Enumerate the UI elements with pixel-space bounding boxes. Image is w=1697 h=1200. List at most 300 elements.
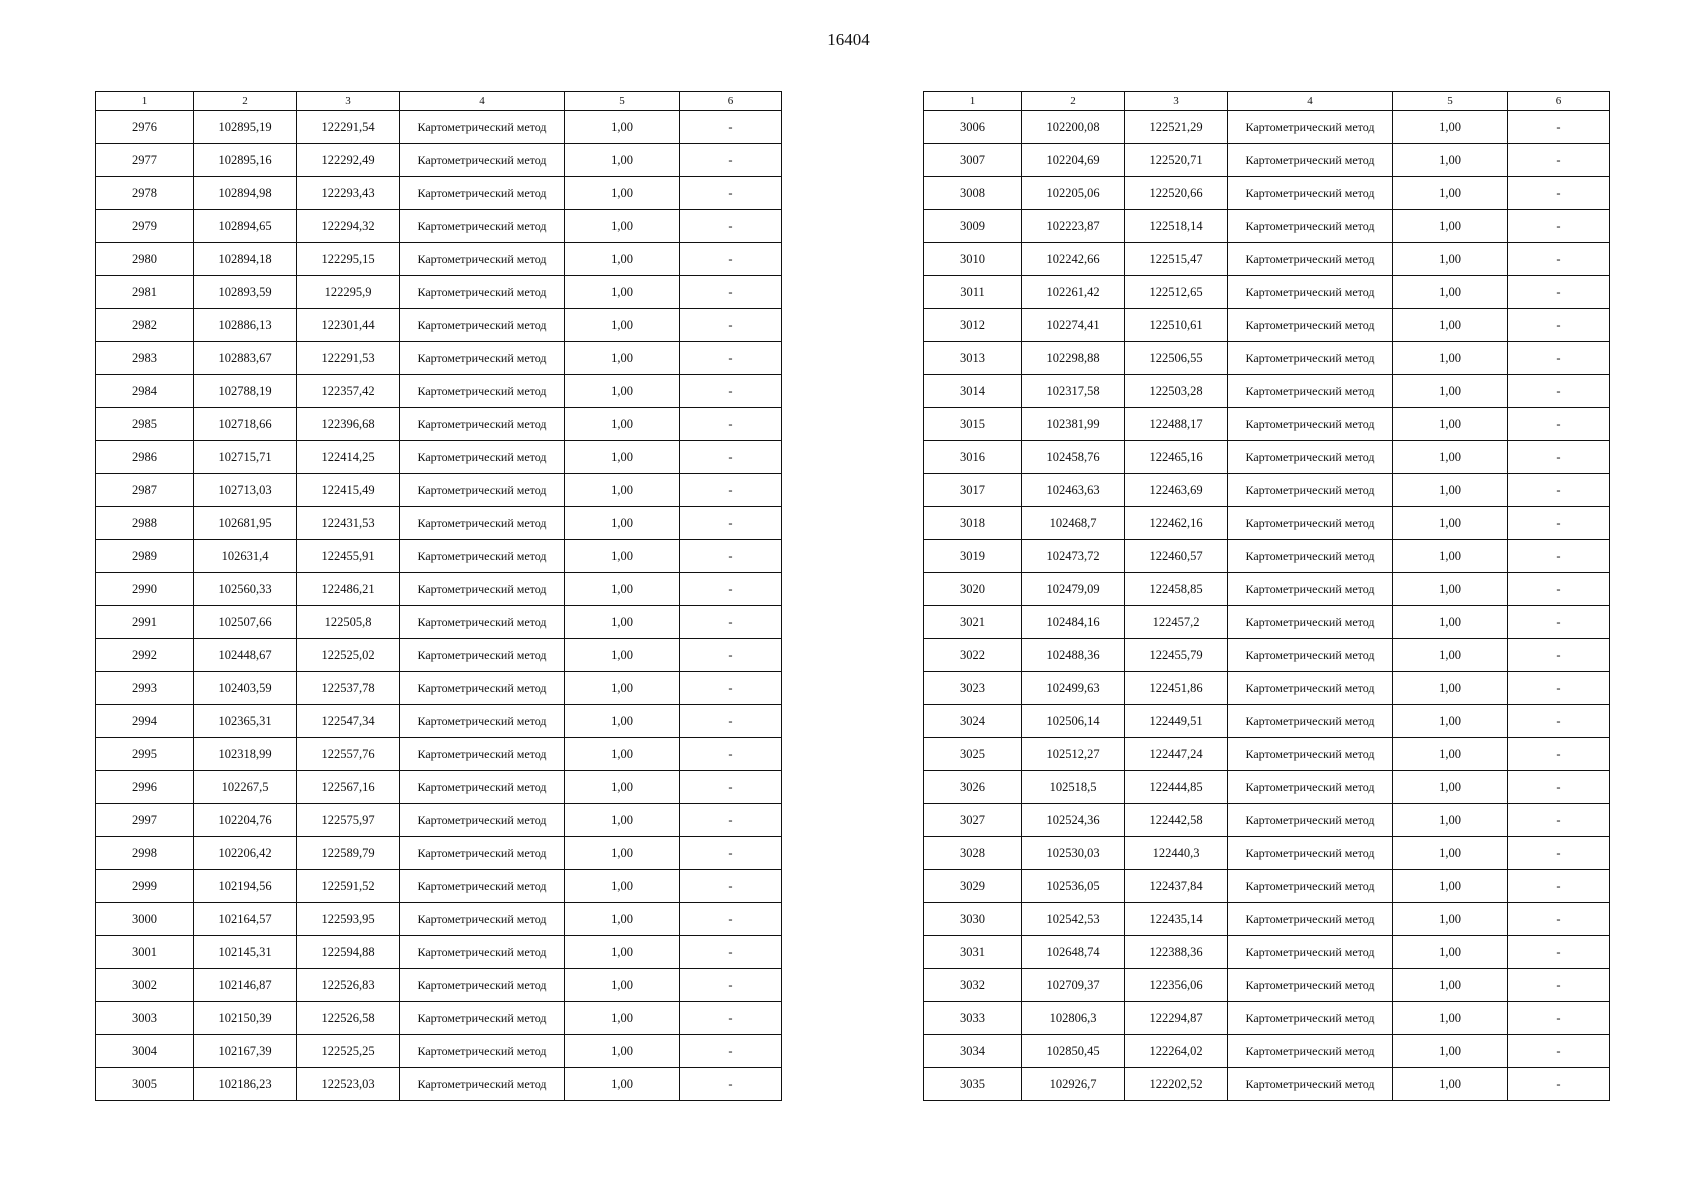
- method-cell: Картометрический метод: [400, 441, 565, 474]
- y-coordinate-cell: 122594,88: [297, 936, 400, 969]
- x-coordinate-cell: 102709,37: [1022, 969, 1125, 1002]
- table-row: [924, 441, 1610, 474]
- accuracy-cell: 1,00: [565, 474, 680, 507]
- x-coordinate-cell: 102204,69: [1022, 144, 1125, 177]
- accuracy-cell: 1,00: [565, 111, 680, 144]
- description-cell: -: [680, 144, 782, 177]
- accuracy-cell: 1,00: [565, 375, 680, 408]
- description-cell: -: [680, 177, 782, 210]
- point-number-cell: 2981: [96, 276, 194, 309]
- point-number-cell: 2982: [96, 309, 194, 342]
- method-cell: Картометрический метод: [400, 408, 565, 441]
- point-number-cell: 2989: [96, 540, 194, 573]
- method-cell: Картометрический метод: [1228, 177, 1393, 210]
- method-cell: Картометрический метод: [400, 870, 565, 903]
- x-coordinate-cell: 102150,39: [194, 1002, 297, 1035]
- point-number-cell: 3020: [924, 573, 1022, 606]
- point-number-cell: 3034: [924, 1035, 1022, 1068]
- x-coordinate-cell: 102205,06: [1022, 177, 1125, 210]
- accuracy-cell: 1,00: [1393, 639, 1508, 672]
- table-row: [924, 705, 1610, 738]
- y-coordinate-cell: 122294,87: [1125, 1002, 1228, 1035]
- column-header: 1: [96, 92, 194, 111]
- method-cell: Картометрический метод: [1228, 870, 1393, 903]
- point-number-cell: 2976: [96, 111, 194, 144]
- point-number-cell: 3032: [924, 969, 1022, 1002]
- accuracy-cell: 1,00: [565, 1068, 680, 1101]
- table-row: [96, 639, 782, 672]
- point-number-cell: 3019: [924, 540, 1022, 573]
- description-cell: -: [680, 903, 782, 936]
- table-row: [924, 210, 1610, 243]
- table-header-row: [96, 92, 782, 111]
- point-number-cell: 3006: [924, 111, 1022, 144]
- description-cell: -: [1508, 375, 1610, 408]
- x-coordinate-cell: 102542,53: [1022, 903, 1125, 936]
- y-coordinate-cell: 122458,85: [1125, 573, 1228, 606]
- table-row: [924, 573, 1610, 606]
- method-cell: Картометрический метод: [400, 342, 565, 375]
- description-cell: -: [1508, 408, 1610, 441]
- table-row: [924, 540, 1610, 573]
- description-cell: -: [680, 804, 782, 837]
- table-row: [96, 573, 782, 606]
- accuracy-cell: 1,00: [1393, 771, 1508, 804]
- x-coordinate-cell: 102718,66: [194, 408, 297, 441]
- accuracy-cell: 1,00: [565, 408, 680, 441]
- description-cell: -: [1508, 969, 1610, 1002]
- table-row: [924, 870, 1610, 903]
- accuracy-cell: 1,00: [1393, 705, 1508, 738]
- column-header: 3: [1125, 92, 1228, 111]
- x-coordinate-cell: 102530,03: [1022, 837, 1125, 870]
- point-number-cell: 2992: [96, 639, 194, 672]
- table-row: [924, 606, 1610, 639]
- accuracy-cell: 1,00: [565, 738, 680, 771]
- y-coordinate-cell: 122525,02: [297, 639, 400, 672]
- table-row: [96, 672, 782, 705]
- x-coordinate-cell: 102894,98: [194, 177, 297, 210]
- point-number-cell: 3015: [924, 408, 1022, 441]
- y-coordinate-cell: 122414,25: [297, 441, 400, 474]
- y-coordinate-cell: 122512,65: [1125, 276, 1228, 309]
- point-number-cell: 2996: [96, 771, 194, 804]
- table-row: [96, 705, 782, 738]
- method-cell: Картометрический метод: [1228, 606, 1393, 639]
- y-coordinate-cell: 122520,71: [1125, 144, 1228, 177]
- accuracy-cell: 1,00: [1393, 474, 1508, 507]
- method-cell: Картометрический метод: [400, 540, 565, 573]
- accuracy-cell: 1,00: [565, 144, 680, 177]
- accuracy-cell: 1,00: [1393, 1002, 1508, 1035]
- table-row: [924, 1068, 1610, 1101]
- table-row: [924, 507, 1610, 540]
- description-cell: -: [680, 771, 782, 804]
- y-coordinate-cell: 122444,85: [1125, 771, 1228, 804]
- point-number-cell: 2986: [96, 441, 194, 474]
- x-coordinate-cell: 102479,09: [1022, 573, 1125, 606]
- accuracy-cell: 1,00: [565, 903, 680, 936]
- method-cell: Картометрический метод: [1228, 936, 1393, 969]
- accuracy-cell: 1,00: [565, 573, 680, 606]
- y-coordinate-cell: 122460,57: [1125, 540, 1228, 573]
- accuracy-cell: 1,00: [565, 309, 680, 342]
- accuracy-cell: 1,00: [1393, 507, 1508, 540]
- accuracy-cell: 1,00: [1393, 804, 1508, 837]
- table-row: [924, 177, 1610, 210]
- x-coordinate-cell: 102206,42: [194, 837, 297, 870]
- x-coordinate-cell: 102894,18: [194, 243, 297, 276]
- accuracy-cell: 1,00: [1393, 837, 1508, 870]
- x-coordinate-cell: 102518,5: [1022, 771, 1125, 804]
- y-coordinate-cell: 122415,49: [297, 474, 400, 507]
- accuracy-cell: 1,00: [1393, 936, 1508, 969]
- accuracy-cell: 1,00: [1393, 903, 1508, 936]
- x-coordinate-cell: 102200,08: [1022, 111, 1125, 144]
- x-coordinate-cell: 102204,76: [194, 804, 297, 837]
- description-cell: -: [680, 309, 782, 342]
- table-row: [924, 738, 1610, 771]
- description-cell: -: [1508, 111, 1610, 144]
- y-coordinate-cell: 122537,78: [297, 672, 400, 705]
- table-row: [924, 342, 1610, 375]
- accuracy-cell: 1,00: [565, 672, 680, 705]
- accuracy-cell: 1,00: [565, 804, 680, 837]
- x-coordinate-cell: 102267,5: [194, 771, 297, 804]
- y-coordinate-cell: 122510,61: [1125, 309, 1228, 342]
- y-coordinate-cell: 122356,06: [1125, 969, 1228, 1002]
- description-cell: -: [1508, 672, 1610, 705]
- x-coordinate-cell: 102484,16: [1022, 606, 1125, 639]
- table-row: [924, 408, 1610, 441]
- x-coordinate-cell: 102560,33: [194, 573, 297, 606]
- method-cell: Картометрический метод: [1228, 705, 1393, 738]
- point-number-cell: 3028: [924, 837, 1022, 870]
- y-coordinate-cell: 122462,16: [1125, 507, 1228, 540]
- table-row: [96, 342, 782, 375]
- x-coordinate-cell: 102261,42: [1022, 276, 1125, 309]
- point-number-cell: 2991: [96, 606, 194, 639]
- accuracy-cell: 1,00: [1393, 672, 1508, 705]
- x-coordinate-cell: 102512,27: [1022, 738, 1125, 771]
- x-coordinate-cell: 102788,19: [194, 375, 297, 408]
- table-row: [924, 309, 1610, 342]
- y-coordinate-cell: 122547,34: [297, 705, 400, 738]
- y-coordinate-cell: 122437,84: [1125, 870, 1228, 903]
- table-row: [96, 408, 782, 441]
- method-cell: Картометрический метод: [1228, 573, 1393, 606]
- y-coordinate-cell: 122505,8: [297, 606, 400, 639]
- method-cell: Картометрический метод: [1228, 111, 1393, 144]
- accuracy-cell: 1,00: [565, 870, 680, 903]
- x-coordinate-cell: 102223,87: [1022, 210, 1125, 243]
- accuracy-cell: 1,00: [1393, 276, 1508, 309]
- method-cell: Картометрический метод: [1228, 672, 1393, 705]
- table-row: [924, 243, 1610, 276]
- description-cell: -: [680, 738, 782, 771]
- y-coordinate-cell: 122521,29: [1125, 111, 1228, 144]
- table-row: [96, 1035, 782, 1068]
- description-cell: -: [680, 870, 782, 903]
- description-cell: -: [1508, 870, 1610, 903]
- x-coordinate-cell: 102463,63: [1022, 474, 1125, 507]
- table-row: [96, 738, 782, 771]
- point-number-cell: 3009: [924, 210, 1022, 243]
- description-cell: -: [680, 111, 782, 144]
- column-header: 2: [1022, 92, 1125, 111]
- accuracy-cell: 1,00: [1393, 540, 1508, 573]
- table-row: [96, 276, 782, 309]
- y-coordinate-cell: 122575,97: [297, 804, 400, 837]
- description-cell: -: [680, 1035, 782, 1068]
- point-number-cell: 3002: [96, 969, 194, 1002]
- point-number-cell: 2985: [96, 408, 194, 441]
- table-row: [96, 507, 782, 540]
- x-coordinate-cell: 102681,95: [194, 507, 297, 540]
- point-number-cell: 3007: [924, 144, 1022, 177]
- x-coordinate-cell: 102893,59: [194, 276, 297, 309]
- point-number-cell: 3004: [96, 1035, 194, 1068]
- page-number: 16404: [827, 30, 870, 49]
- y-coordinate-cell: 122294,32: [297, 210, 400, 243]
- x-coordinate-cell: 102381,99: [1022, 408, 1125, 441]
- point-number-cell: 2983: [96, 342, 194, 375]
- table-row: [96, 177, 782, 210]
- table-row: [924, 111, 1610, 144]
- x-coordinate-cell: 102318,99: [194, 738, 297, 771]
- column-header: 5: [1393, 92, 1508, 111]
- method-cell: Картометрический метод: [1228, 507, 1393, 540]
- point-number-cell: 3005: [96, 1068, 194, 1101]
- table-row: [924, 474, 1610, 507]
- point-number-cell: 3025: [924, 738, 1022, 771]
- table-row: [924, 1035, 1610, 1068]
- y-coordinate-cell: 122264,02: [1125, 1035, 1228, 1068]
- description-cell: -: [680, 540, 782, 573]
- point-number-cell: 3021: [924, 606, 1022, 639]
- method-cell: Картометрический метод: [400, 606, 565, 639]
- description-cell: -: [1508, 276, 1610, 309]
- column-header: 2: [194, 92, 297, 111]
- y-coordinate-cell: 122455,91: [297, 540, 400, 573]
- accuracy-cell: 1,00: [1393, 870, 1508, 903]
- description-cell: -: [1508, 540, 1610, 573]
- description-cell: -: [680, 474, 782, 507]
- accuracy-cell: 1,00: [1393, 738, 1508, 771]
- description-cell: -: [680, 342, 782, 375]
- method-cell: Картометрический метод: [400, 837, 565, 870]
- point-number-cell: 3010: [924, 243, 1022, 276]
- x-coordinate-cell: 102167,39: [194, 1035, 297, 1068]
- x-coordinate-cell: 102926,7: [1022, 1068, 1125, 1101]
- point-number-cell: 2980: [96, 243, 194, 276]
- column-header: 4: [1228, 92, 1393, 111]
- y-coordinate-cell: 122463,69: [1125, 474, 1228, 507]
- table-row: [96, 441, 782, 474]
- description-cell: -: [1508, 309, 1610, 342]
- point-number-cell: 3008: [924, 177, 1022, 210]
- description-cell: -: [1508, 936, 1610, 969]
- accuracy-cell: 1,00: [565, 276, 680, 309]
- y-coordinate-cell: 122447,24: [1125, 738, 1228, 771]
- point-number-cell: 2994: [96, 705, 194, 738]
- y-coordinate-cell: 122295,15: [297, 243, 400, 276]
- accuracy-cell: 1,00: [565, 1002, 680, 1035]
- accuracy-cell: 1,00: [1393, 1035, 1508, 1068]
- description-cell: -: [1508, 243, 1610, 276]
- x-coordinate-cell: 102506,14: [1022, 705, 1125, 738]
- y-coordinate-cell: 122442,58: [1125, 804, 1228, 837]
- table-row: [96, 111, 782, 144]
- description-cell: -: [1508, 1035, 1610, 1068]
- table-row: [96, 870, 782, 903]
- method-cell: Картометрический метод: [1228, 969, 1393, 1002]
- column-header: 6: [680, 92, 782, 111]
- description-cell: -: [680, 639, 782, 672]
- accuracy-cell: 1,00: [565, 639, 680, 672]
- y-coordinate-cell: 122525,25: [297, 1035, 400, 1068]
- method-cell: Картометрический метод: [400, 474, 565, 507]
- accuracy-cell: 1,00: [565, 705, 680, 738]
- point-number-cell: 3001: [96, 936, 194, 969]
- y-coordinate-cell: 122440,3: [1125, 837, 1228, 870]
- method-cell: Картометрический метод: [1228, 1068, 1393, 1101]
- point-number-cell: 3026: [924, 771, 1022, 804]
- method-cell: Картометрический метод: [400, 771, 565, 804]
- description-cell: -: [680, 243, 782, 276]
- table-row: [924, 804, 1610, 837]
- accuracy-cell: 1,00: [565, 837, 680, 870]
- accuracy-cell: 1,00: [565, 606, 680, 639]
- x-coordinate-cell: 102850,45: [1022, 1035, 1125, 1068]
- accuracy-cell: 1,00: [1393, 1068, 1508, 1101]
- y-coordinate-cell: 122518,14: [1125, 210, 1228, 243]
- point-number-cell: 3030: [924, 903, 1022, 936]
- method-cell: Картометрический метод: [1228, 1035, 1393, 1068]
- x-coordinate-cell: 102806,3: [1022, 1002, 1125, 1035]
- accuracy-cell: 1,00: [565, 540, 680, 573]
- y-coordinate-cell: 122526,58: [297, 1002, 400, 1035]
- y-coordinate-cell: 122301,44: [297, 309, 400, 342]
- table-row: [924, 903, 1610, 936]
- description-cell: -: [1508, 705, 1610, 738]
- point-number-cell: 3000: [96, 903, 194, 936]
- table-row: [96, 837, 782, 870]
- table-row: [96, 936, 782, 969]
- y-coordinate-cell: 122451,86: [1125, 672, 1228, 705]
- point-number-cell: 2987: [96, 474, 194, 507]
- description-cell: -: [680, 507, 782, 540]
- x-coordinate-cell: 102524,36: [1022, 804, 1125, 837]
- accuracy-cell: 1,00: [565, 177, 680, 210]
- method-cell: Картометрический метод: [1228, 144, 1393, 177]
- method-cell: Картометрический метод: [400, 804, 565, 837]
- method-cell: Картометрический метод: [1228, 1002, 1393, 1035]
- description-cell: -: [1508, 804, 1610, 837]
- y-coordinate-cell: 122557,76: [297, 738, 400, 771]
- accuracy-cell: 1,00: [1393, 342, 1508, 375]
- y-coordinate-cell: 122593,95: [297, 903, 400, 936]
- description-cell: -: [1508, 441, 1610, 474]
- table-row: [96, 144, 782, 177]
- accuracy-cell: 1,00: [565, 969, 680, 1002]
- description-cell: -: [680, 969, 782, 1002]
- method-cell: Картометрический метод: [1228, 243, 1393, 276]
- y-coordinate-cell: 122520,66: [1125, 177, 1228, 210]
- column-header: 4: [400, 92, 565, 111]
- description-cell: -: [680, 705, 782, 738]
- accuracy-cell: 1,00: [1393, 573, 1508, 606]
- method-cell: Картометрический метод: [400, 903, 565, 936]
- accuracy-cell: 1,00: [565, 771, 680, 804]
- x-coordinate-cell: 102186,23: [194, 1068, 297, 1101]
- x-coordinate-cell: 102145,31: [194, 936, 297, 969]
- accuracy-cell: 1,00: [1393, 144, 1508, 177]
- x-coordinate-cell: 102458,76: [1022, 441, 1125, 474]
- description-cell: -: [680, 375, 782, 408]
- column-header: 6: [1508, 92, 1610, 111]
- accuracy-cell: 1,00: [1393, 111, 1508, 144]
- accuracy-cell: 1,00: [565, 342, 680, 375]
- method-cell: Картометрический метод: [400, 969, 565, 1002]
- y-coordinate-cell: 122486,21: [297, 573, 400, 606]
- method-cell: Картометрический метод: [1228, 804, 1393, 837]
- accuracy-cell: 1,00: [1393, 375, 1508, 408]
- point-number-cell: 2998: [96, 837, 194, 870]
- method-cell: Картометрический метод: [1228, 903, 1393, 936]
- x-coordinate-cell: 102274,41: [1022, 309, 1125, 342]
- method-cell: Картометрический метод: [400, 672, 565, 705]
- point-number-cell: 2995: [96, 738, 194, 771]
- method-cell: Картометрический метод: [1228, 837, 1393, 870]
- method-cell: Картометрический метод: [400, 309, 565, 342]
- point-number-cell: 2984: [96, 375, 194, 408]
- description-cell: -: [1508, 177, 1610, 210]
- table-row: [96, 243, 782, 276]
- method-cell: Картометрический метод: [1228, 441, 1393, 474]
- x-coordinate-cell: 102365,31: [194, 705, 297, 738]
- y-coordinate-cell: 122431,53: [297, 507, 400, 540]
- accuracy-cell: 1,00: [1393, 441, 1508, 474]
- description-cell: -: [680, 441, 782, 474]
- point-number-cell: 3024: [924, 705, 1022, 738]
- point-number-cell: 3033: [924, 1002, 1022, 1035]
- y-coordinate-cell: 122589,79: [297, 837, 400, 870]
- description-cell: -: [1508, 606, 1610, 639]
- accuracy-cell: 1,00: [1393, 408, 1508, 441]
- table-row: [96, 804, 782, 837]
- table-row: [96, 1002, 782, 1035]
- description-cell: -: [680, 936, 782, 969]
- x-coordinate-cell: 102146,87: [194, 969, 297, 1002]
- table-row: [924, 375, 1610, 408]
- y-coordinate-cell: 122591,52: [297, 870, 400, 903]
- point-number-cell: 3011: [924, 276, 1022, 309]
- point-number-cell: 3022: [924, 639, 1022, 672]
- y-coordinate-cell: 122396,68: [297, 408, 400, 441]
- y-coordinate-cell: 122457,2: [1125, 606, 1228, 639]
- table-row: [96, 969, 782, 1002]
- method-cell: Картометрический метод: [1228, 639, 1393, 672]
- table-row: [96, 474, 782, 507]
- x-coordinate-cell: 102895,19: [194, 111, 297, 144]
- method-cell: Картометрический метод: [1228, 738, 1393, 771]
- method-cell: Картометрический метод: [1228, 276, 1393, 309]
- point-number-cell: 3023: [924, 672, 1022, 705]
- accuracy-cell: 1,00: [1393, 309, 1508, 342]
- table-row: [96, 1068, 782, 1101]
- y-coordinate-cell: 122449,51: [1125, 705, 1228, 738]
